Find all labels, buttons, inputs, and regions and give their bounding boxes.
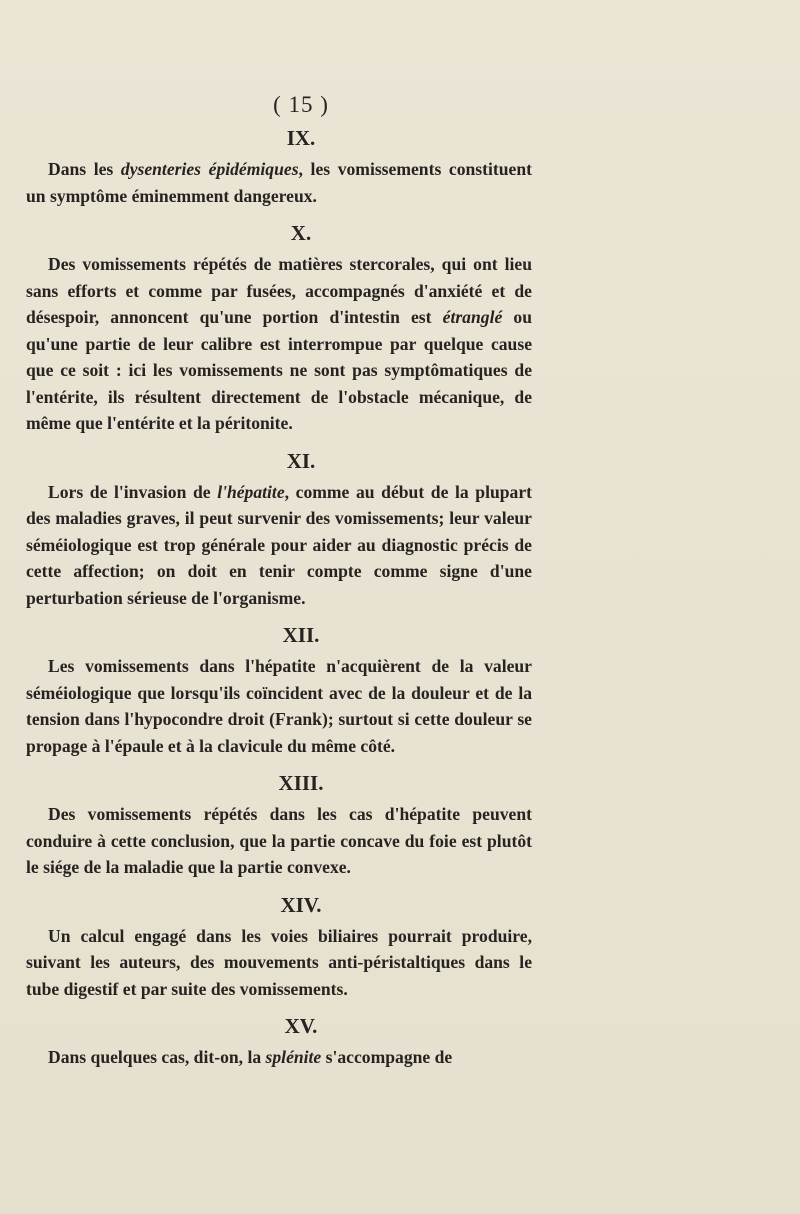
- section-paragraph: [26, 156, 532, 209]
- section-number: XI.: [286, 448, 316, 473]
- section-paragraph: [26, 923, 532, 1003]
- page-number: ( 15 ): [273, 92, 329, 117]
- text-run: Lors de l'invasion de: [48, 481, 218, 502]
- section-paragraph: [26, 1044, 532, 1071]
- text-run: Des vomissements répétés de matières stercorales, qui ont lieu sans efforts et comme par fusées, accompagnés d'anxiété et de désespoir, annoncent qu'une portion d'intestin est: [26, 254, 532, 327]
- text-run: Un calcul engagé dans les voies biliaires pourrait produire, suivant les auteurs, des mouvements anti-péristaltiques dans le tube digestif et par suite des vomissements.: [26, 925, 532, 999]
- text-run: , comme au début de la plupart des maladies graves, il peut survenir des vomissements; leur valeur séméiologique est trop générale pour aider au diagnostic précis de cette affection; on doit en tenir compte comme signe d'une perturbation sérieuse de l'organisme.: [26, 481, 532, 608]
- section-paragraph: [26, 653, 532, 759]
- text-run: Des vomissements répétés dans les cas d'hépatite peuvent conduire à cette conclusion, que la partie concave du foie est plutôt le siége de la maladie que la partie convexe.: [26, 804, 532, 877]
- section-number: XII.: [282, 623, 320, 647]
- sections: [26, 124, 532, 1071]
- text-run: Dans quelques cas, dit-on, la: [48, 1047, 266, 1067]
- section-number: XIV.: [280, 892, 322, 917]
- italic-term: dysenteries épidémiques: [120, 159, 299, 179]
- section-number: XIII.: [278, 771, 324, 795]
- section-number: XV.: [284, 1014, 318, 1038]
- section-paragraph: [26, 479, 532, 612]
- section-paragraph: [26, 801, 532, 881]
- section-number: X.: [290, 221, 312, 245]
- text-run: , les vomissements constituent un symptôme éminemment dangereux.: [26, 159, 532, 206]
- italic-term: splénite: [265, 1047, 322, 1067]
- text-run: ou qu'une partie de leur calibre est interrompue par quelque cause que ce soit : ici les vomissements ne sont pas symptômatiques de l'entérite, ils résultent directement de l'obstacle mécanique, de même que l'entérite et la péritonite.: [26, 307, 532, 433]
- italic-term: l'hépatite: [217, 481, 285, 502]
- section-paragraph: [26, 251, 532, 437]
- text-run: Dans les: [48, 159, 121, 179]
- text-run: Les vomissements dans l'hépatite n'acquièrent de la valeur séméiologique que lorsqu'ils coïncident avec de la douleur et de la tension dans l'hypocondre droit (Frank); surtout si cette douleur se propage à l'épaule et à la clavicule du même côté.: [26, 656, 532, 756]
- section-number: IX.: [286, 126, 316, 150]
- italic-term: étranglé: [442, 307, 503, 327]
- page-text: [26, 90, 532, 1081]
- text-run: s'accompagne de: [321, 1047, 453, 1067]
